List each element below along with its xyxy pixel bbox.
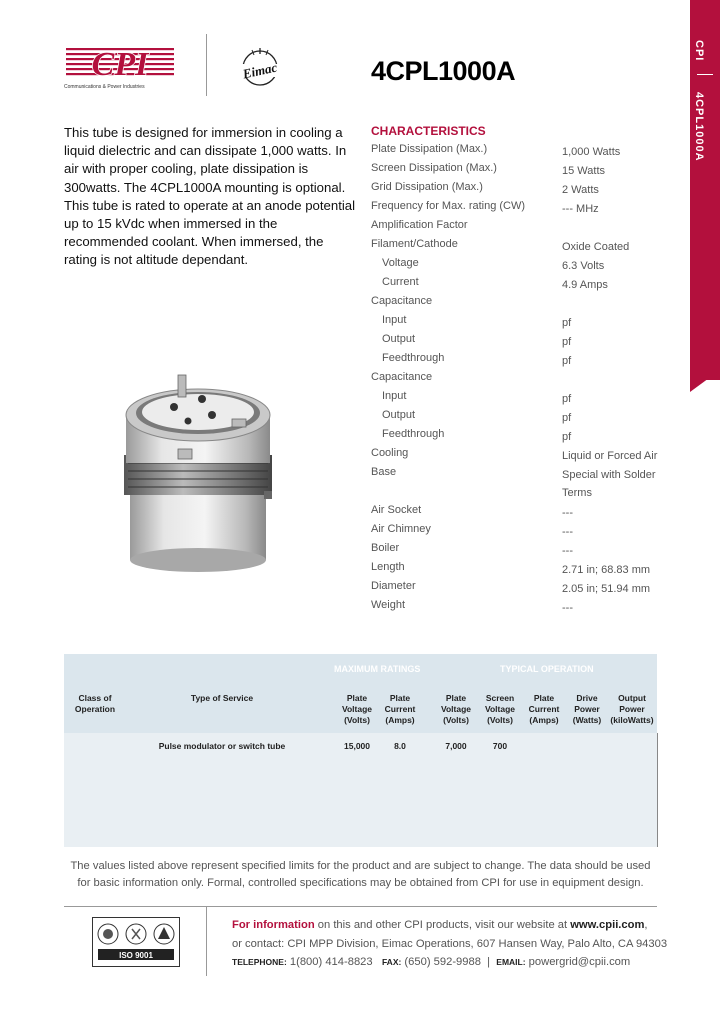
char-label: Screen Dissipation (Max.): [371, 162, 497, 174]
char-label: Feedthrough: [382, 352, 445, 364]
char-row-capacitance-2: [371, 370, 681, 389]
contact-info: [232, 916, 667, 972]
side-brand-label: CPI: [693, 40, 705, 62]
char-row-voltage: [371, 256, 681, 275]
cell-max-plate-current: 8.0: [394, 741, 406, 751]
char-value: ---: [562, 526, 573, 538]
info-end: ,: [644, 919, 648, 931]
char-row-filament: [371, 237, 681, 256]
website-link[interactable]: www.cpii.com: [570, 919, 645, 931]
info-rest: on this and other CPI products, visit our website at: [314, 919, 571, 931]
char-value: Oxide Coated: [562, 241, 630, 253]
char-value: 1,000 Watts: [562, 146, 621, 158]
char-label: Input: [382, 314, 407, 326]
col-output-power: Output Power (kiloWatts): [610, 693, 654, 725]
char-row-input-2: [371, 389, 681, 408]
char-label: Grid Dissipation (Max.): [371, 181, 483, 193]
tube-image: [118, 355, 278, 575]
char-label: Output: [382, 333, 416, 345]
char-row-output-2: [371, 408, 681, 427]
model-title: 4CPL1000A: [371, 56, 516, 86]
char-row-base: [371, 465, 681, 503]
char-label: Filament/Cathode: [371, 238, 458, 250]
char-label: Feedthrough: [382, 428, 445, 440]
col-typ-plate-current: Plate Current (Amps): [528, 693, 560, 725]
cell-typ-plate-voltage: 7,000: [445, 741, 467, 751]
char-label: Base: [371, 466, 397, 478]
characteristics-title: CHARACTERISTICS: [371, 124, 486, 138]
table-right-rule: [657, 733, 658, 847]
char-value: 2.05 in; 51.94 mm: [562, 583, 651, 595]
char-row-air-chimney: [371, 522, 681, 541]
col-class-of-operation: Class of Operation: [74, 693, 116, 714]
side-separator: [697, 74, 713, 75]
col-type-of-service: Type of Service: [190, 693, 254, 703]
footer-rule: [64, 906, 657, 907]
char-value: Special with Solder Terms: [562, 469, 656, 499]
char-row-feedthrough-2: [371, 427, 681, 446]
info-lead: For information: [232, 919, 315, 931]
logo-tagline: Communications & Power Industries: [64, 84, 145, 90]
iso-certification-badge: [92, 917, 180, 967]
char-row-screen-dissipation: [371, 161, 681, 180]
svg-text:CPI: CPI: [91, 46, 149, 83]
group-maximum-ratings: MAXIMUM RATINGS: [334, 664, 421, 674]
char-row-plate-dissipation: [371, 142, 681, 161]
char-row-boiler: [371, 541, 681, 560]
char-value: 6.3 Volts: [562, 260, 605, 272]
char-label: Plate Dissipation (Max.): [371, 143, 488, 155]
char-value: pf: [562, 355, 572, 367]
char-label: Current: [382, 276, 419, 288]
char-label: Capacitance: [371, 371, 433, 383]
contact-line-phone: TELEPHONE: 1(800) 414-8823 FAX: (650) 592-9988 | EMAIL: powergrid@cpii.com: [232, 956, 631, 968]
char-row-cooling: [371, 446, 681, 465]
side-band-tail: [690, 370, 720, 392]
col-drive-power: Drive Power (Watts): [572, 693, 602, 725]
char-value: pf: [562, 317, 572, 329]
char-value: pf: [562, 431, 572, 443]
char-label: Input: [382, 390, 407, 402]
char-value: pf: [562, 393, 572, 405]
char-row-weight: [371, 598, 681, 617]
cell-typ-screen-voltage: 700: [492, 741, 508, 751]
group-typical-operation: TYPICAL OPERATION: [500, 664, 594, 674]
ratings-table: [64, 654, 657, 847]
characteristics-list: [371, 142, 681, 617]
email-label: EMAIL:: [496, 957, 526, 967]
col-max-plate-current: Plate Current (Amps): [384, 693, 416, 725]
svg-text:ISO 9001: ISO 9001: [119, 951, 153, 960]
char-label: Diameter: [371, 580, 416, 592]
char-value: ---: [562, 602, 573, 614]
eimac-logo: [234, 46, 286, 92]
char-value: 2.71 in; 68.83 mm: [562, 564, 651, 576]
email-address[interactable]: powergrid@cpii.com: [525, 956, 631, 968]
char-row-feedthrough-1: [371, 351, 681, 370]
char-row-amplification: [371, 218, 681, 237]
footer-divider: [206, 906, 207, 976]
char-label: Frequency for Max. rating (CW): [371, 200, 526, 212]
char-value: 15 Watts: [562, 165, 605, 177]
char-label: Weight: [371, 599, 406, 611]
product-description: This tube is designed for immersion in cooling a liquid dielectric and can dissipate 1,000 watts. In air with proper cooling, plate dissipation is 300watts. The 4CPL1000A mounting is optional. This tube is rated to operate at an anode potential up to 15 kVdc when immersed in the recommended coolant. When immersed, the rating is not altitude dependant.: [64, 125, 356, 268]
char-label: Boiler: [371, 542, 400, 554]
char-label: Air Socket: [371, 504, 422, 516]
col-typ-screen-voltage: Screen Voltage (Volts): [484, 693, 516, 725]
header-divider: [206, 34, 207, 96]
fax-number: (650) 592-9988: [401, 956, 481, 968]
char-label: Cooling: [371, 447, 409, 459]
char-row-air-socket: [371, 503, 681, 522]
cell-service: Pulse modulator or switch tube: [158, 741, 286, 751]
char-value: pf: [562, 412, 572, 424]
char-value: ---: [562, 507, 573, 519]
ratings-table-header: [64, 654, 657, 733]
char-row-length: [371, 560, 681, 579]
col-typ-plate-voltage: Plate Voltage (Volts): [440, 693, 472, 725]
char-value: pf: [562, 336, 572, 348]
char-row-current: [371, 275, 681, 294]
disclaimer-footnote: The values listed above represent specified limits for the product and are subject to change. The data should be used for basic information only. Formal, controlled specifications may be obtained from CPI for use in equipment design.: [70, 860, 651, 889]
char-row-frequency: [371, 199, 681, 218]
char-value: ---: [562, 545, 573, 557]
char-row-capacitance-1: [371, 294, 681, 313]
char-label: Amplification Factor: [371, 219, 468, 231]
col-max-plate-voltage: Plate Voltage (Volts): [341, 693, 373, 725]
char-row-diameter: [371, 579, 681, 598]
char-label: Capacitance: [371, 295, 433, 307]
char-row-input-1: [371, 313, 681, 332]
char-label: Voltage: [382, 257, 419, 269]
cpi-logo: [64, 44, 176, 88]
char-row-grid-dissipation: [371, 180, 681, 199]
char-row-output-1: [371, 332, 681, 351]
char-value: 2 Watts: [562, 184, 599, 196]
side-model-label: 4CPL1000A: [693, 92, 705, 162]
char-value: --- MHz: [562, 203, 599, 215]
char-label: Length: [371, 561, 405, 573]
telephone-number: 1(800) 414-8823: [286, 956, 373, 968]
svg-text:Eimac: Eimac: [241, 59, 279, 82]
fax-label: FAX:: [381, 957, 402, 967]
contact-address: or contact: CPI MPP Division, Eimac Operations, 607 Hansen Way, Palo Alto, CA 94303: [232, 937, 668, 950]
char-value: Liquid or Forced Air: [562, 450, 658, 462]
telephone-label: TELEPHONE:: [232, 957, 287, 967]
char-label: Output: [382, 409, 416, 421]
char-label: Air Chimney: [371, 523, 431, 535]
contact-line-website: [232, 916, 667, 935]
cell-max-plate-voltage: 15,000: [344, 741, 370, 751]
char-value: 4.9 Amps: [562, 279, 608, 291]
